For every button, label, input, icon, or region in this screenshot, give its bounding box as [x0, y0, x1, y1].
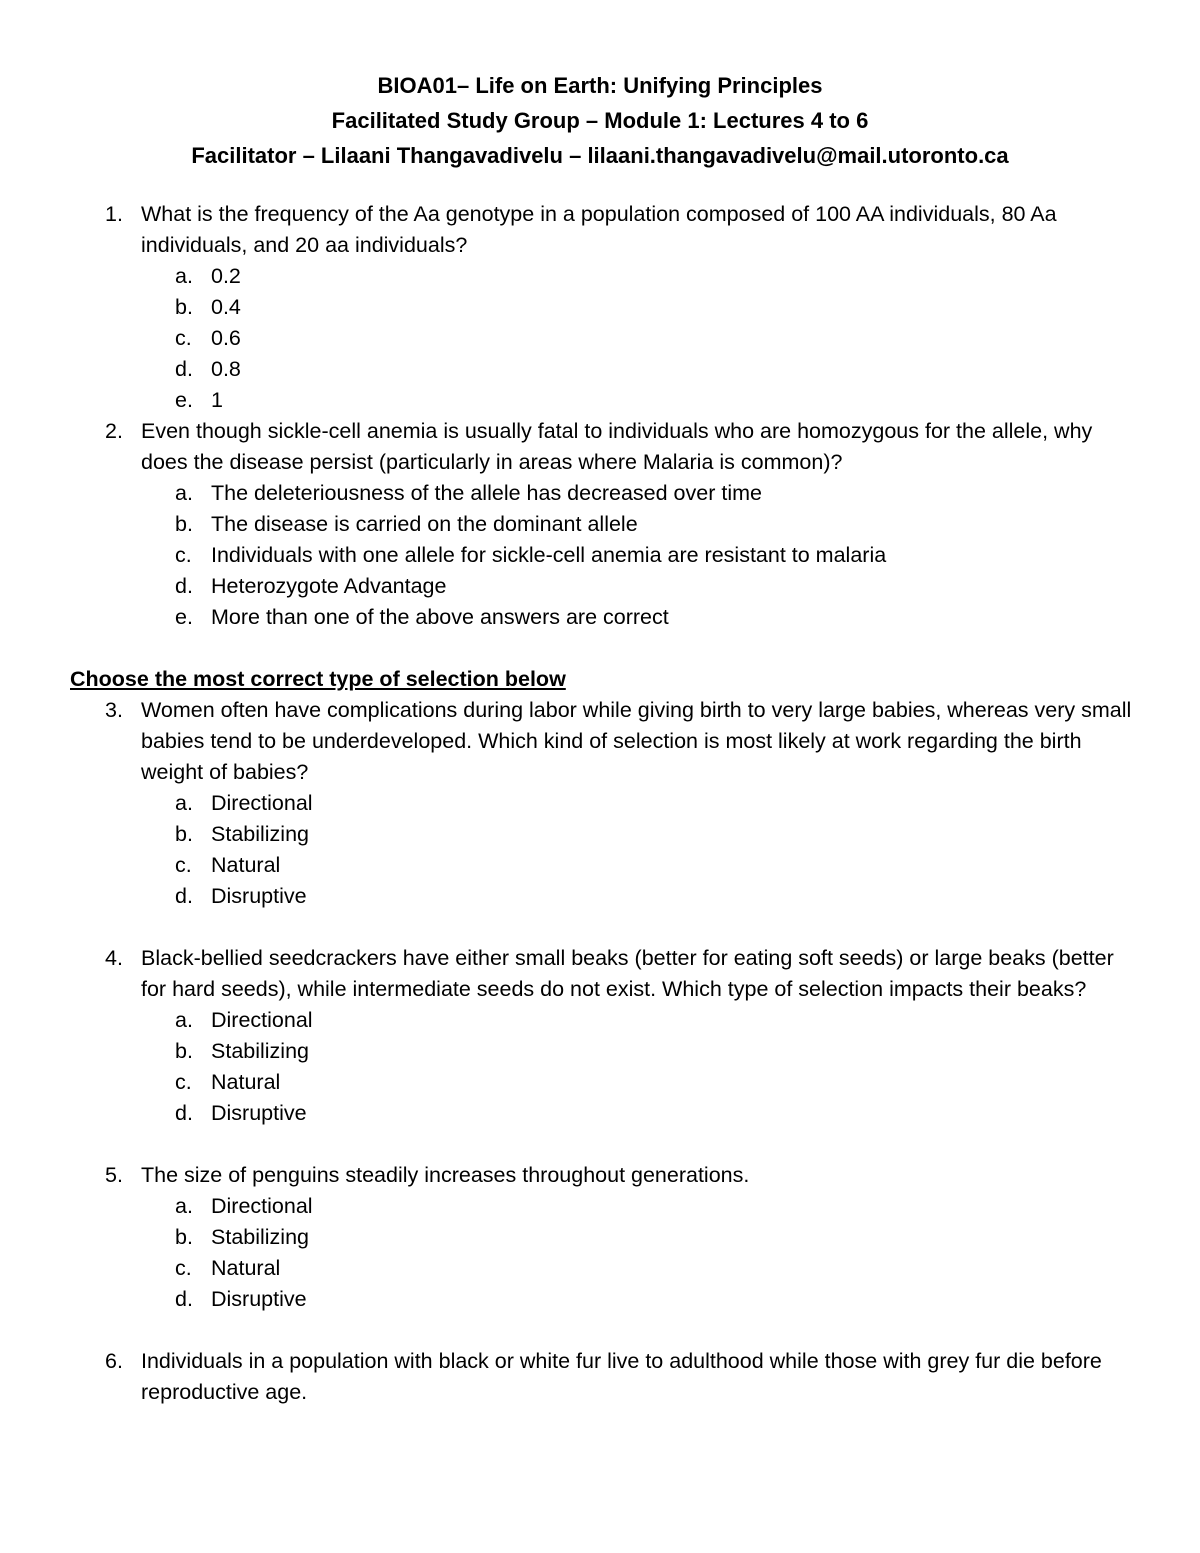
option-letter: d. [175, 574, 193, 598]
option-letter: a. [175, 264, 193, 288]
option-text: Natural [211, 853, 281, 877]
question-text: Women often have complications during labor while giving birth to very large babies, whereas very small babies tend to be underdeveloped. Which kind of selection is most likely at work regarding the birth weight of babies? [141, 698, 1132, 784]
question-number: 3. [105, 698, 123, 722]
option-text: Stabilizing [211, 1225, 309, 1249]
spacer [70, 1315, 1140, 1346]
option-text: The deleteriousness of the allele has decreased over time [211, 481, 762, 505]
option-item [70, 354, 1140, 385]
option-item [70, 1284, 1140, 1315]
option-item [70, 819, 1140, 850]
option-item [70, 1191, 1140, 1222]
module-title: Facilitated Study Group – Module 1: Lectures 4 to 6 [331, 108, 869, 133]
option-text: 0.6 [211, 326, 241, 350]
option-letter: c. [175, 543, 192, 567]
options-list [141, 261, 1140, 416]
option-text: Directional [211, 1008, 313, 1032]
option-letter: b. [175, 1225, 193, 1249]
question-number: 4. [105, 946, 123, 970]
option-item [70, 602, 1140, 633]
option-item [70, 788, 1140, 819]
option-letter: b. [175, 512, 193, 536]
document-header [0, 68, 1200, 173]
options-list [141, 1191, 1140, 1315]
option-item [70, 1098, 1140, 1129]
option-item [70, 385, 1140, 416]
option-text: Individuals with one allele for sickle-cell anemia are resistant to malaria [211, 543, 887, 567]
option-letter: e. [175, 605, 193, 629]
option-letter: c. [175, 853, 192, 877]
option-text: 0.2 [211, 264, 241, 288]
option-letter: d. [175, 884, 193, 908]
option-letter: c. [175, 1256, 192, 1280]
option-letter: a. [175, 791, 193, 815]
question-6 [70, 1346, 1140, 1408]
option-item [70, 1222, 1140, 1253]
option-text: The disease is carried on the dominant allele [211, 512, 638, 536]
option-letter: d. [175, 1101, 193, 1125]
option-text: Disruptive [211, 1101, 307, 1125]
course-title: BIOA01– Life on Earth: Unifying Principles [377, 73, 823, 98]
option-letter: c. [175, 1070, 192, 1094]
option-letter: e. [175, 388, 193, 412]
question-1 [70, 199, 1140, 416]
option-text: Disruptive [211, 884, 307, 908]
question-number: 2. [105, 419, 123, 443]
options-list [141, 788, 1140, 912]
option-text: Natural [211, 1070, 281, 1094]
option-item [70, 1253, 1140, 1284]
option-letter: b. [175, 822, 193, 846]
option-item [70, 540, 1140, 571]
options-list [141, 1005, 1140, 1129]
question-number: 1. [105, 202, 123, 226]
option-text: 0.4 [211, 295, 241, 319]
option-text: Directional [211, 791, 313, 815]
options-list [141, 478, 1140, 633]
option-text: Heterozygote Advantage [211, 574, 447, 598]
option-letter: a. [175, 1194, 193, 1218]
spacer [70, 1129, 1140, 1160]
option-text: Disruptive [211, 1287, 307, 1311]
option-item [70, 881, 1140, 912]
option-item [70, 478, 1140, 509]
option-item [70, 1005, 1140, 1036]
option-text: Stabilizing [211, 1039, 309, 1063]
question-4 [70, 943, 1140, 1129]
option-item [70, 1067, 1140, 1098]
option-letter: d. [175, 357, 193, 381]
option-letter: d. [175, 1287, 193, 1311]
question-2 [70, 416, 1140, 633]
facilitator-line: Facilitator – Lilaani Thangavadivelu – lilaani.thangavadivelu@mail.utoronto.ca [191, 143, 1009, 168]
section-heading: Choose the most correct type of selection below [70, 667, 566, 691]
option-text: 1 [211, 388, 223, 412]
spacer [70, 633, 1140, 664]
option-item [70, 509, 1140, 540]
question-text: The size of penguins steadily increases throughout generations. [141, 1163, 750, 1187]
question-text: What is the frequency of the Aa genotype in a population composed of 100 AA individuals, 80 Aa individuals, and 20 aa individuals? [141, 202, 1057, 257]
option-item [70, 292, 1140, 323]
question-number: 6. [105, 1349, 123, 1373]
option-item [70, 571, 1140, 602]
option-text: 0.8 [211, 357, 241, 381]
option-letter: a. [175, 481, 193, 505]
option-item [70, 323, 1140, 354]
question-text: Even though sickle-cell anemia is usually fatal to individuals who are homozygous for the allele, why does the disease persist (particularly in areas where Malaria is common)? [141, 419, 1093, 474]
question-text: Black-bellied seedcrackers have either small beaks (better for eating soft seeds) or large beaks (better for hard seeds), while intermediate seeds do not exist. Which type of selection impacts their beaks? [141, 946, 1114, 1001]
option-item [70, 1036, 1140, 1067]
question-text: Individuals in a population with black or white fur live to adulthood while those with grey fur die before reproductive age. [141, 1349, 1102, 1404]
question-3 [70, 695, 1140, 912]
option-text: Directional [211, 1194, 313, 1218]
spacer [70, 912, 1140, 943]
option-letter: c. [175, 326, 192, 350]
option-text: Natural [211, 1256, 281, 1280]
option-letter: a. [175, 1008, 193, 1032]
option-text: Stabilizing [211, 822, 309, 846]
question-number: 5. [105, 1163, 123, 1187]
option-text: More than one of the above answers are correct [211, 605, 669, 629]
option-letter: b. [175, 1039, 193, 1063]
question-list [70, 199, 1140, 1408]
question-5 [70, 1160, 1140, 1315]
option-item [70, 261, 1140, 292]
option-letter: b. [175, 295, 193, 319]
option-item [70, 850, 1140, 881]
